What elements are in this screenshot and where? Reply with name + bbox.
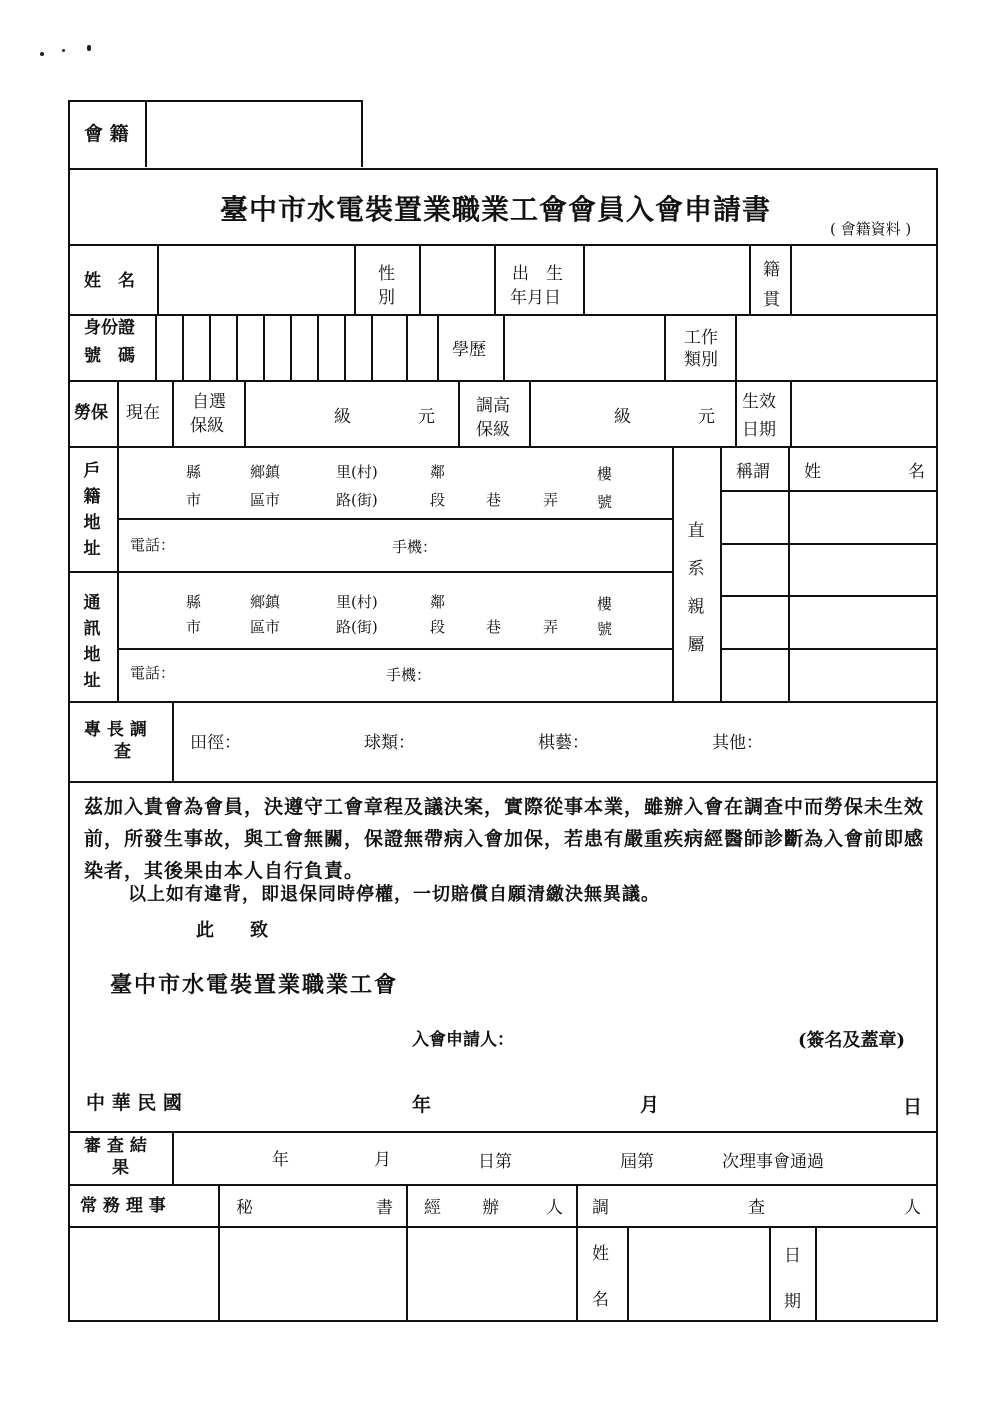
household-address-field[interactable] bbox=[119, 448, 671, 516]
floor-label: 樓 bbox=[597, 465, 613, 483]
form-subtitle: ( 會籍資料 ) bbox=[830, 220, 912, 238]
job-category-label: 類別 bbox=[684, 350, 718, 370]
year-label: 年 bbox=[412, 1094, 432, 1116]
investigator-name-label: 姓 bbox=[592, 1244, 609, 1264]
alley-label: 弄 bbox=[543, 618, 559, 636]
lane-label: 巷 bbox=[486, 491, 502, 509]
review-passed-label: 次理事會通過 bbox=[722, 1152, 824, 1172]
scan-speck bbox=[40, 52, 44, 56]
handler-label: 辦 bbox=[482, 1198, 499, 1218]
executive-director-label: 常 務 理 事 bbox=[80, 1196, 166, 1216]
lane-label: 巷 bbox=[486, 618, 502, 636]
neighborhood-label: 鄰 bbox=[430, 463, 446, 481]
review-month-label: 月 bbox=[374, 1150, 391, 1170]
household-mobile-field[interactable] bbox=[445, 522, 670, 568]
relatives-title-header: 稱謂 bbox=[736, 462, 770, 482]
review-result-label: 審 查 結 bbox=[84, 1136, 147, 1156]
birth-label: 年月日 bbox=[510, 288, 561, 308]
applicant-signature-field[interactable] bbox=[530, 1022, 790, 1056]
number-label: 號 bbox=[597, 620, 613, 638]
relatives-row[interactable] bbox=[722, 545, 935, 594]
secretary-label: 書 bbox=[376, 1198, 393, 1218]
handler-label: 人 bbox=[546, 1198, 563, 1218]
district-label: 區市 bbox=[250, 618, 281, 636]
job-category-field[interactable] bbox=[737, 316, 935, 378]
mailing-address-field[interactable] bbox=[119, 575, 671, 647]
relatives-row[interactable] bbox=[722, 597, 935, 647]
name-field[interactable] bbox=[159, 246, 353, 312]
village-label: 里(村) bbox=[336, 463, 378, 481]
investigator-label: 調 bbox=[592, 1198, 609, 1218]
signature-note: (簽名及蓋章) bbox=[798, 1030, 906, 1051]
relatives-name-header: 姓 bbox=[804, 462, 821, 482]
review-session-label: 屆第 bbox=[620, 1152, 654, 1172]
investigator-label: 人 bbox=[904, 1198, 921, 1218]
county-label: 縣 bbox=[186, 463, 202, 481]
declaration-paragraph: 茲加入貴會為會員，決遵守工會章程及議決案，實際從事本業，雖辦入會在調查中而勞保未生效前，所發生事故，與工會無關，保證無帶病入會加保，若患有嚴重疾病經醫師診斷為入會前即感染者，其後果由本人自行負責。 bbox=[84, 796, 925, 882]
union-name: 臺中市水電裝置業職業工會 bbox=[110, 972, 399, 998]
id-number-field[interactable] bbox=[157, 316, 436, 378]
raise-grade-label: 調高 bbox=[476, 396, 510, 416]
id-label: 身份證 bbox=[84, 318, 135, 338]
review-day-label: 日第 bbox=[478, 1152, 512, 1172]
athletics-label: 田徑： bbox=[190, 733, 241, 753]
relatives-row[interactable] bbox=[722, 650, 935, 700]
declaration-violation: 以上如有違背，即退保同時停權，一切賠償自願清繳決無異議。 bbox=[128, 884, 660, 905]
origin-label: 籍 bbox=[763, 260, 780, 280]
effective-date-label: 生效 bbox=[742, 392, 776, 412]
township-label: 鄉鎮 bbox=[250, 593, 281, 611]
handler-signature-field[interactable] bbox=[408, 1228, 575, 1319]
number-label: 號 bbox=[597, 493, 613, 511]
household-phone-field[interactable] bbox=[180, 522, 380, 568]
yuan-label: 元 bbox=[698, 407, 715, 427]
skills-label: 查 bbox=[114, 742, 131, 762]
name-label: 姓 名 bbox=[84, 271, 135, 291]
effective-date-label: 日期 bbox=[742, 420, 776, 440]
review-result-label: 果 bbox=[112, 1158, 129, 1178]
investigator-label: 查 bbox=[748, 1198, 765, 1218]
ball-sports-label: 球類： bbox=[364, 733, 415, 753]
district-label: 區市 bbox=[250, 491, 281, 509]
village-label: 里(村) bbox=[336, 593, 378, 611]
road-label: 路(街) bbox=[336, 618, 378, 636]
id-label: 號 碼 bbox=[84, 346, 135, 366]
month-label: 月 bbox=[640, 1094, 660, 1116]
township-label: 鄉鎮 bbox=[250, 463, 281, 481]
other-skills-label: 其他： bbox=[712, 733, 763, 753]
current-label: 現在 bbox=[126, 403, 160, 423]
secretary-label: 秘 bbox=[236, 1198, 253, 1218]
self-select-label: 自選 bbox=[192, 392, 226, 412]
mobile-label: 手機： bbox=[386, 666, 432, 684]
applicant-label: 入會申請人： bbox=[412, 1030, 514, 1050]
origin-label: 貫 bbox=[763, 290, 780, 310]
scan-speck bbox=[62, 49, 65, 52]
job-category-label: 工作 bbox=[684, 328, 718, 348]
review-year-label: 年 bbox=[272, 1150, 289, 1170]
gender-label: 性 bbox=[378, 264, 395, 284]
mailing-phone-field[interactable] bbox=[180, 652, 380, 698]
membership-label: 會 籍 bbox=[84, 123, 129, 145]
birthdate-field[interactable] bbox=[585, 246, 748, 312]
salutation: 此 致 bbox=[196, 920, 268, 941]
investigator-date-label: 期 bbox=[784, 1292, 801, 1312]
investigator-name-field[interactable] bbox=[629, 1228, 768, 1319]
birth-label: 出 生 bbox=[512, 264, 563, 284]
scan-speck bbox=[87, 45, 91, 51]
city-label: 市 bbox=[186, 491, 202, 509]
mobile-label: 手機： bbox=[392, 538, 438, 556]
secretary-signature-field[interactable] bbox=[220, 1228, 405, 1319]
gender-field[interactable] bbox=[421, 246, 493, 312]
gender-label: 別 bbox=[378, 288, 395, 308]
director-signature-field[interactable] bbox=[70, 1228, 217, 1319]
form-title: 臺中市水電裝置業職業工會會員入會申請書 bbox=[220, 193, 772, 226]
county-label: 縣 bbox=[186, 593, 202, 611]
origin-field[interactable] bbox=[792, 246, 935, 312]
alley-label: 弄 bbox=[543, 491, 559, 509]
investigator-date-field[interactable] bbox=[817, 1228, 935, 1319]
self-select-label: 保級 bbox=[190, 416, 224, 436]
education-field[interactable] bbox=[505, 316, 663, 378]
skills-label: 專 長 調 bbox=[84, 720, 147, 740]
road-label: 路(街) bbox=[336, 491, 378, 509]
membership-field[interactable] bbox=[147, 102, 360, 166]
section-label: 段 bbox=[430, 491, 446, 509]
mailing-mobile-field[interactable] bbox=[440, 652, 670, 698]
labor-insurance-label: 勞保 bbox=[74, 403, 108, 423]
grade-label: 級 bbox=[334, 407, 351, 427]
mailing-address-label: 通訊地址 bbox=[83, 593, 101, 691]
raise-grade-label: 保級 bbox=[476, 420, 510, 440]
city-label: 市 bbox=[186, 618, 202, 636]
investigator-name-label: 名 bbox=[592, 1290, 609, 1310]
phone-label: 電話： bbox=[130, 536, 176, 554]
chess-label: 棋藝： bbox=[538, 733, 589, 753]
relatives-name-header: 名 bbox=[908, 462, 925, 482]
education-label: 學歷 bbox=[452, 340, 486, 360]
handler-label: 經 bbox=[424, 1198, 441, 1218]
effective-date-field[interactable] bbox=[792, 382, 935, 444]
investigator-date-label: 日 bbox=[784, 1246, 801, 1266]
roc-label: 中 華 民 國 bbox=[86, 1092, 182, 1114]
section-label: 段 bbox=[430, 618, 446, 636]
household-address-label: 戶籍地址 bbox=[83, 461, 101, 559]
grade-label: 級 bbox=[614, 407, 631, 427]
floor-label: 樓 bbox=[597, 595, 613, 613]
phone-label: 電話： bbox=[130, 664, 176, 682]
yuan-label: 元 bbox=[418, 407, 435, 427]
neighborhood-label: 鄰 bbox=[430, 593, 446, 611]
relatives-label: 直系親屬 bbox=[687, 521, 705, 655]
relatives-row[interactable] bbox=[722, 492, 935, 542]
day-label: 日 bbox=[903, 1096, 923, 1118]
